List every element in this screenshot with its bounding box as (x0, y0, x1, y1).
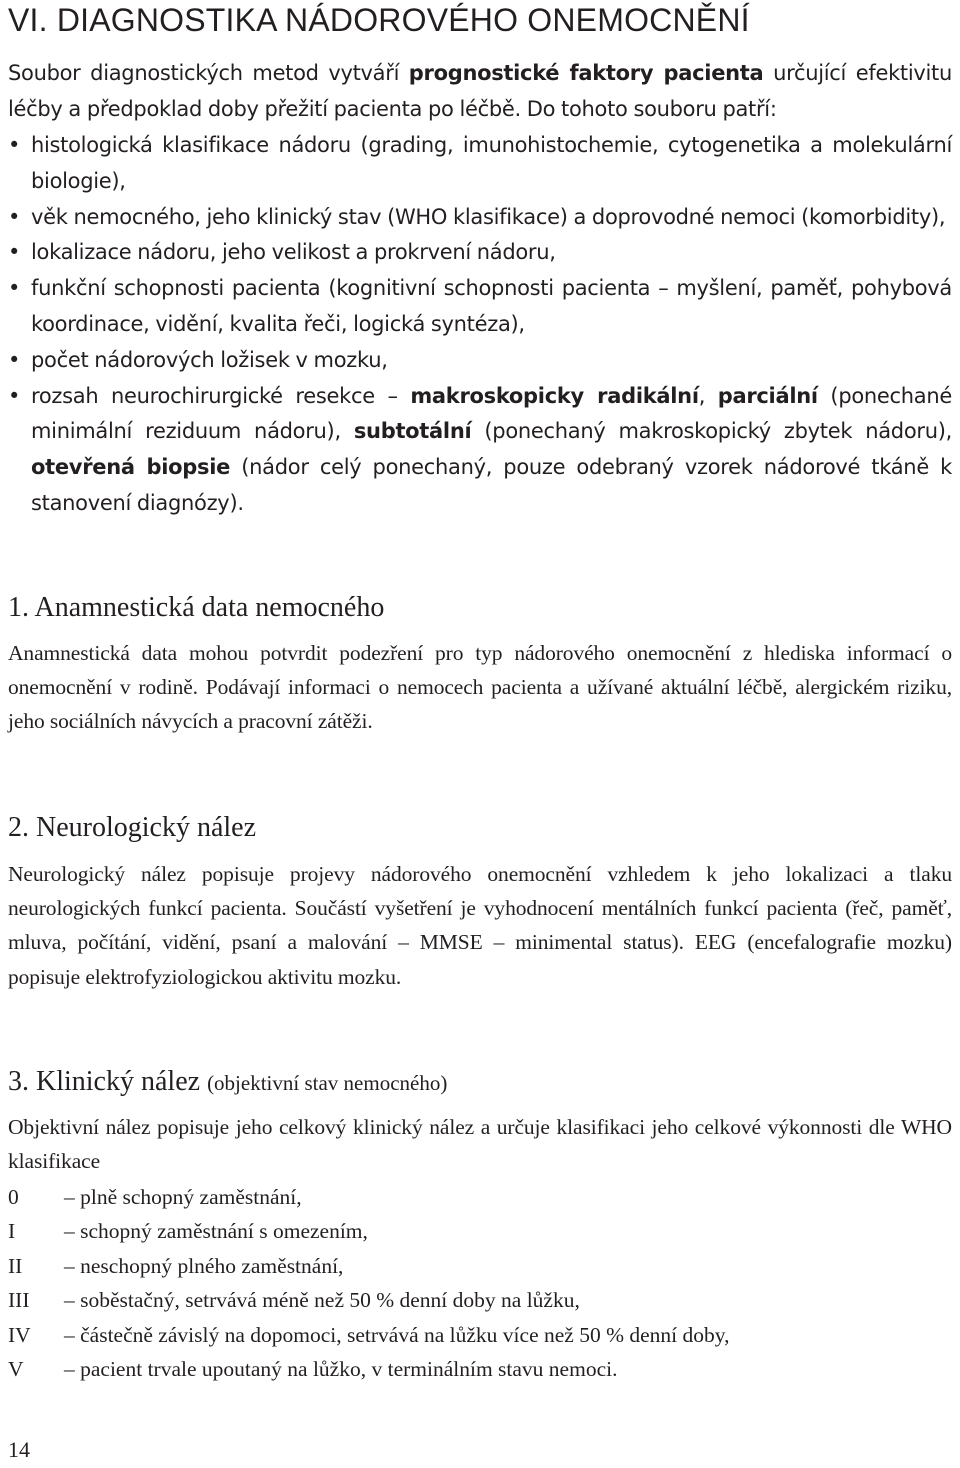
list-item: • věk nemocného, jeho klinický stav (WHO klasifikace) a doprovodné nemoci (komorbidity), (8, 200, 952, 236)
who-classification-list (8, 1180, 952, 1386)
bold-term: otevřená biopsie (31, 455, 231, 480)
section-heading-3: 3. Klinický nález (objektivní stav nemocného) (8, 1066, 448, 1097)
list-item: 0 – plně schopný zaměstnání, (8, 1185, 302, 1209)
section-2-paragraph: Neurologický nález popisuje projevy nádorového onemocnění vzhledem k jeho lokalizaci a tlaku neurologických funkcí pacienta. Součástí vyšetření je vyhodnocení mentálních funkcí pacienta (řeč, paměť, mluva, počítání, vidění, psaní a malování – MMSE – minimental status). EEG (encefalografie mozku) popisuje elektrofyziologickou aktivitu mozku. (8, 862, 952, 989)
section-heading-2: 2. Neurologický nález (8, 812, 257, 843)
bold-term: subtotální (353, 419, 472, 444)
list-item: • histologická klasifikace nádoru (grading, imunohistochemie, cytogenetika a molekulární biologie), (8, 128, 952, 200)
list-item: I – schopný zaměstnání s omezením, (8, 1219, 368, 1244)
list-item: II – neschopný plného zaměstnání, (8, 1253, 344, 1278)
list-item: • počet nádorových ložisek v mozku, (8, 343, 952, 379)
list-item: • lokalizace nádoru, jeho velikost a prokrvení nádoru, (8, 235, 952, 271)
list-item: • funkční schopnosti pacienta (kognitivní schopnosti pacienta – myšlení, paměť, pohybová koordinace, vidění, kvalita řeči, logická syntéza), (8, 271, 952, 343)
intro-text-cont: určující efektivitu léčby a předpoklad doby přežití pacienta po léčbě. Do tohoto souboru patří: (8, 61, 952, 121)
list-item: IV – částečně závislý na dopomoci, setrvává na lůžku více než 50 % denní doby, (8, 1322, 730, 1347)
factor-list (8, 128, 952, 522)
intro-text: Soubor diagnostických metod vytváří (8, 61, 409, 85)
intro-bold: prognostické faktory pacienta (408, 61, 764, 85)
list-item: III – soběstačný, setrvává méně než 50 % denní doby na lůžku, (8, 1288, 580, 1313)
section-heading-1: 1. Anamnestická data nemocného (8, 592, 385, 623)
section-3-subheading: (objektivní stav nemocného) (207, 1071, 448, 1095)
bold-term: makroskopicky radikální (410, 383, 699, 408)
chapter-title: VI. DIAGNOSTIKA NÁDOROVÉHO ONEMOCNĚNÍ (8, 2, 750, 38)
intro-paragraph (8, 56, 952, 128)
bold-term: parciální (717, 383, 818, 408)
list-item: V – pacient trvale upoutaný na lůžko, v terminálním stavu nemoci. (8, 1357, 618, 1382)
section-1-paragraph: Anamnestická data mohou potvrdit podezření pro typ nádorového onemocnění z hlediska informací o onemocnění v rodině. Podávají informaci o nemocech pacienta a užívané aktuální léčbě, alergickém riziku, jeho sociálních návycích a pracovní zátěži. (8, 641, 952, 734)
page-number: 14 (8, 1437, 30, 1462)
list-item: • rozsah neurochirurgické resekce – makroskopicky radikální, parciální (ponechané minimální reziduum nádoru), subtotální (ponechaný makroskopický zbytek nádoru), otevřená biopsie (nádor celý ponechaný, pouze odebraný vzorek nádorové tkáně k stanovení diagnózy). (8, 379, 952, 522)
section-3-paragraph: Objektivní nález popisuje jeho celkový klinický nález a určuje klasifikaci jeho celkové výkonnosti dle WHO klasifikace (8, 1115, 952, 1174)
